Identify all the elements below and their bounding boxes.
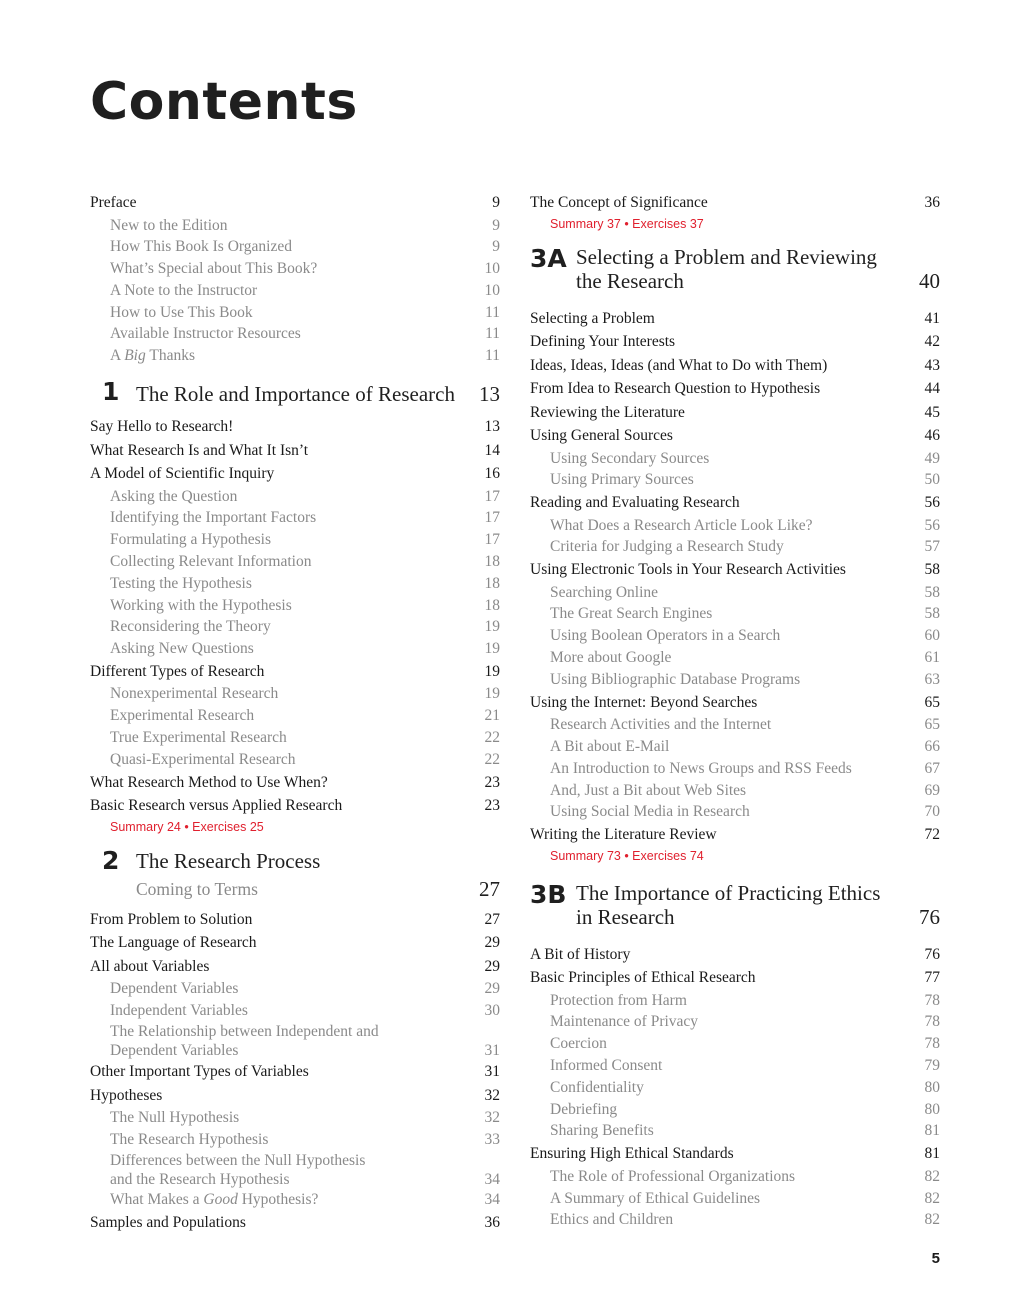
entry-title: Criteria for Judging a Research Study <box>550 538 784 556</box>
entry-page: 60 <box>924 627 940 645</box>
entry-page: 77 <box>924 969 940 987</box>
entry-title: What Research Method to Use When? <box>90 773 328 791</box>
toc-subentry[interactable] <box>530 736 940 758</box>
entry-title: And, Just a Bit about Web Sites <box>550 781 747 799</box>
entry-title: Ensuring High Ethical Standards <box>530 1145 734 1163</box>
chapter-1-entries <box>90 415 500 818</box>
entry-page: 56 <box>924 494 940 512</box>
entry-title: Reconsidering the Theory <box>110 618 271 636</box>
entry-page: 32 <box>484 1109 500 1127</box>
chapter-title-line1: The Importance of Practicing Ethics <box>576 880 881 905</box>
entry-title: Nonexperimental Research <box>110 685 279 703</box>
entry-title: Ethics and Children <box>550 1211 674 1229</box>
chapter-page: 13 <box>479 382 500 407</box>
entry-page: 65 <box>924 693 940 711</box>
entry-title: The Role of Professional Organizations <box>550 1167 796 1185</box>
entry-page: 65 <box>924 716 940 734</box>
entry-title: Preface <box>90 194 137 211</box>
toc-subentry[interactable] <box>530 1120 940 1142</box>
entry-title: Maintenance of Privacy <box>550 1013 699 1031</box>
entry-page: 10 <box>484 260 500 278</box>
entry-page: 78 <box>924 1035 940 1053</box>
toc-subentry[interactable] <box>530 758 940 780</box>
chapter-number: 1 <box>102 377 120 407</box>
entry-title: Testing the Hypothesis <box>110 574 252 592</box>
toc-entry[interactable] <box>90 415 500 439</box>
entry-title: Debriefing <box>550 1100 618 1118</box>
entry-page: 69 <box>924 781 940 799</box>
toc-subentry[interactable] <box>530 1209 940 1231</box>
entry-page: 33 <box>484 1131 500 1149</box>
toc-subentry[interactable] <box>530 1099 940 1121</box>
chapter-1-heading[interactable] <box>90 377 500 411</box>
toc-subentry[interactable] <box>530 1011 940 1033</box>
entry-page: 16 <box>484 465 500 483</box>
entry-page: 46 <box>924 427 940 444</box>
entry-title: A Bit about E-Mail <box>550 737 670 755</box>
toc-entry[interactable] <box>530 354 940 378</box>
entry-page: 58 <box>924 561 940 579</box>
chapter-3a-summary[interactable]: Summary 73 • Exercises 74 <box>550 848 704 863</box>
entry-title: Using Secondary Sources <box>550 449 710 467</box>
toc-entry[interactable] <box>90 1084 500 1108</box>
entry-title: Working with the Hypothesis <box>110 596 292 614</box>
chapter-number: 3B <box>530 879 567 909</box>
entry-title: Formulating a Hypothesis <box>110 531 272 549</box>
toc-entry[interactable] <box>530 330 940 354</box>
page-number: 5 <box>931 1250 940 1267</box>
toc-subentry[interactable] <box>90 595 500 617</box>
toc-entry[interactable] <box>530 377 940 401</box>
entry-title: A Note to the Instructor <box>110 281 258 299</box>
entry-page: 82 <box>924 1189 940 1207</box>
toc-entry[interactable] <box>530 401 940 425</box>
toc-subentry[interactable] <box>530 647 940 669</box>
entry-page: 29 <box>484 980 500 998</box>
toc-subentry[interactable] <box>90 705 500 727</box>
chapter-page: 40 <box>919 268 940 293</box>
entry-page: 80 <box>924 1078 940 1096</box>
toc-subentry[interactable] <box>530 469 940 491</box>
entry-title: Hypotheses <box>90 1086 163 1104</box>
toc-entry[interactable] <box>530 491 940 515</box>
toc-subentry[interactable] <box>530 990 940 1012</box>
entry-title: Asking New Questions <box>110 640 254 658</box>
toc-entry[interactable] <box>530 691 940 715</box>
entry-title: Searching Online <box>550 583 659 601</box>
entry-title: More about Google <box>550 649 672 667</box>
entry-page: 49 <box>924 449 940 467</box>
toc-entry[interactable] <box>90 660 500 684</box>
toc-subentry[interactable] <box>90 236 500 258</box>
entry-title: Basic Principles of Ethical Research <box>530 969 756 987</box>
entry-title: All about Variables <box>90 957 210 975</box>
entry-page: 31 <box>484 1063 500 1081</box>
entry-title: Using Electronic Tools in Your Research Activities <box>530 561 846 579</box>
entry-page: 14 <box>484 441 500 459</box>
toc-entry[interactable] <box>530 307 940 331</box>
entry-page: 67 <box>924 759 940 777</box>
toc-entry[interactable] <box>530 1142 940 1166</box>
entry-page: 63 <box>924 670 940 688</box>
entry-page: 79 <box>924 1057 940 1075</box>
toc-subentry[interactable] <box>90 1107 500 1129</box>
entry-page: 19 <box>484 685 500 703</box>
toc-right-column <box>530 191 940 1231</box>
entry-page: 43 <box>924 356 940 374</box>
toc-entry[interactable] <box>90 908 500 932</box>
entry-title: Using Primary Sources <box>550 471 694 489</box>
toc-subentry[interactable] <box>530 582 940 604</box>
entry-title: Collecting Relevant Information <box>110 552 312 570</box>
entry-title: Protection from Harm <box>550 991 687 1009</box>
chapter-3a-heading[interactable] <box>530 245 940 305</box>
toc-subentry[interactable] <box>530 780 940 802</box>
toc-subentry[interactable] <box>530 1055 940 1077</box>
entry-page: 61 <box>924 649 940 667</box>
chapter-3b-entries <box>530 943 940 1231</box>
entry-title: The Relationship between Independent and Dependent Variables <box>110 1023 379 1060</box>
entry-title: Ideas, Ideas, Ideas (and What to Do with Them) <box>530 356 828 374</box>
entry-title: Using Boolean Operators in a Search <box>550 627 781 645</box>
entry-title: What Makes a Good Hypothesis? <box>110 1191 319 1209</box>
entry-page: 18 <box>484 552 500 570</box>
entry-page: 42 <box>924 333 940 350</box>
chapter-page: 76 <box>919 904 940 929</box>
entry-title: What’s Special about This Book? <box>110 260 318 278</box>
chapter-number: 3A <box>530 243 567 273</box>
entry-page: 78 <box>924 1013 940 1031</box>
toc-subentry[interactable] <box>90 302 500 324</box>
entry-page: 30 <box>484 1001 500 1019</box>
entry-title: Using General Sources <box>530 427 673 444</box>
toc-subentry[interactable] <box>530 448 940 470</box>
entry-title: The Research Hypothesis <box>110 1131 269 1149</box>
toc-entry[interactable] <box>530 966 940 990</box>
entry-page: 19 <box>484 640 500 658</box>
toc-subentry[interactable] <box>90 749 500 771</box>
toc-subentry[interactable] <box>90 323 500 345</box>
entry-page: 19 <box>484 618 500 636</box>
chapter-2-summary[interactable]: Summary 37 • Exercises 37 <box>550 216 704 231</box>
toc-subentry[interactable] <box>90 616 500 638</box>
toc-subentry[interactable] <box>90 727 500 749</box>
toc-subentry[interactable] <box>90 486 500 508</box>
toc-subentry[interactable] <box>90 529 500 551</box>
toc-entry[interactable] <box>90 931 500 955</box>
entry-title: Coercion <box>550 1035 607 1053</box>
entry-page: 11 <box>485 347 500 365</box>
toc-subentry[interactable] <box>530 515 940 537</box>
entry-page: 27 <box>484 910 500 928</box>
page-title: Contents <box>90 72 358 132</box>
entry-page: 70 <box>924 803 940 821</box>
entry-page: 81 <box>924 1145 940 1163</box>
entry-title: Reviewing the Literature <box>530 403 685 421</box>
entry-title: True Experimental Research <box>110 729 287 747</box>
toc-subentry[interactable] <box>90 1000 500 1022</box>
entry-page: 22 <box>484 750 500 768</box>
chapter-3b-heading[interactable] <box>530 881 940 941</box>
toc-subentry[interactable] <box>90 1129 500 1151</box>
entry-page: 82 <box>924 1167 940 1185</box>
entry-page: 17 <box>484 487 500 505</box>
toc-subentry[interactable] <box>530 1033 940 1055</box>
entry-title: An Introduction to News Groups and RSS Feeds <box>550 759 852 777</box>
entry-page: 76 <box>924 945 940 963</box>
entry-page: 50 <box>924 471 940 489</box>
entry-page: 17 <box>484 531 500 549</box>
toc-subentry[interactable] <box>90 215 500 237</box>
entry-title: Defining Your Interests <box>530 333 676 350</box>
entry-title: Other Important Types of Variables <box>90 1063 309 1081</box>
toc-subentry[interactable] <box>90 573 500 595</box>
entry-title: New to the Edition <box>110 216 228 234</box>
entry-page: 9 <box>492 238 500 256</box>
entry-page: 58 <box>924 583 940 601</box>
toc-subentry[interactable] <box>90 978 500 1000</box>
entry-title: From Problem to Solution <box>90 910 253 928</box>
entry-title: What Research Is and What It Isn’t <box>90 441 309 459</box>
toc-subentry[interactable] <box>530 625 940 647</box>
entry-title: Reading and Evaluating Research <box>530 494 740 512</box>
entry-title: Differences between the Null Hypothesis and the Research Hypothesis <box>110 1152 366 1189</box>
chapter-title-line2: the Research <box>576 268 684 293</box>
entry-page: 10 <box>484 281 500 299</box>
entry-title: Asking the Question <box>110 487 238 505</box>
entry-page: 72 <box>924 826 940 844</box>
toc-entry-good-hypothesis[interactable] <box>90 1189 500 1211</box>
entry-title: A Summary of Ethical Guidelines <box>550 1189 761 1207</box>
entry-title: Using Social Media in Research <box>550 803 750 821</box>
entry-title: The Language of Research <box>90 934 257 952</box>
entry-title: Available Instructor Resources <box>110 325 301 343</box>
toc-entry[interactable] <box>530 558 940 582</box>
entry-title: The Null Hypothesis <box>110 1109 240 1127</box>
entry-page: 11 <box>485 303 500 321</box>
toc-subentry[interactable] <box>90 551 500 573</box>
entry-title: Samples and Populations <box>90 1214 246 1232</box>
toc-entry[interactable] <box>530 943 940 967</box>
chapter-2-heading[interactable] <box>90 846 500 904</box>
toc-subentry[interactable] <box>90 683 500 705</box>
toc-left-column <box>90 191 500 1235</box>
chapter-2-entries-2 <box>90 1060 500 1151</box>
chapter-number: 2 <box>102 845 120 875</box>
toc-subentry[interactable] <box>530 1077 940 1099</box>
toc-entry-thanks[interactable] <box>90 345 500 367</box>
toc-entry[interactable] <box>90 439 500 463</box>
entry-title: Sharing Benefits <box>550 1122 654 1140</box>
entry-page: 57 <box>924 538 940 556</box>
entry-page: 41 <box>924 309 940 327</box>
entry-title: Independent Variables <box>110 1001 248 1019</box>
chapter-3a-entries <box>530 307 940 847</box>
entry-title: Quasi-Experimental Research <box>110 750 296 768</box>
entry-page: 19 <box>484 662 500 680</box>
entry-page: 21 <box>484 707 500 725</box>
entry-title: Selecting a Problem <box>530 309 655 327</box>
entry-page: 45 <box>924 403 940 421</box>
toc-entry[interactable] <box>90 955 500 979</box>
entry-title: A Big Thanks <box>110 347 195 365</box>
entry-page: 81 <box>924 1122 940 1140</box>
toc-entry-preface[interactable] <box>90 191 500 215</box>
chapter-title-line1: Selecting a Problem and Reviewing <box>576 244 877 269</box>
entry-title: Confidentiality <box>550 1078 644 1096</box>
toc-subentry[interactable] <box>530 536 940 558</box>
entry-page: 18 <box>484 574 500 592</box>
entry-page: 66 <box>924 737 940 755</box>
entry-title: A Bit of History <box>530 945 631 963</box>
entry-title: A Model of Scientific Inquiry <box>90 465 275 483</box>
toc-subentry[interactable] <box>530 801 940 823</box>
chapter-title: The Role and Importance of Research <box>136 382 455 407</box>
toc-entry[interactable] <box>530 823 940 847</box>
entry-title: The Great Search Engines <box>550 605 713 623</box>
entry-title: Basic Research versus Applied Research <box>90 797 343 815</box>
entry-title: How This Book Is Organized <box>110 238 292 256</box>
entry-page: 11 <box>485 325 500 343</box>
entry-page: 56 <box>924 516 940 534</box>
entry-page: 36 <box>484 1214 500 1232</box>
toc-subentry[interactable] <box>90 280 500 302</box>
toc-subentry[interactable] <box>90 258 500 280</box>
chapter-title: The Research Process <box>136 848 321 873</box>
entry-page: 9 <box>492 194 500 211</box>
toc-subentry[interactable] <box>530 714 940 736</box>
entry-page: 44 <box>924 380 940 397</box>
chapter-1-summary[interactable]: Summary 24 • Exercises 25 <box>110 819 264 834</box>
entry-page: 34 <box>484 1191 500 1209</box>
toc-entry[interactable] <box>530 424 940 448</box>
entry-page: 22 <box>484 729 500 747</box>
toc-entry-relationship[interactable] <box>90 1022 500 1061</box>
entry-page: 29 <box>484 934 500 952</box>
entry-title: From Idea to Research Question to Hypothesis <box>530 380 821 397</box>
entry-page: 29 <box>484 957 500 975</box>
entry-title: What Does a Research Article Look Like? <box>550 516 813 534</box>
entry-page: 34 <box>484 1171 500 1189</box>
entry-title: Say Hello to Research! <box>90 418 234 436</box>
toc-subentry[interactable] <box>90 638 500 660</box>
entry-page: 31 <box>484 1042 500 1060</box>
entry-page: 23 <box>484 773 500 791</box>
toc-entry-samples[interactable] <box>90 1211 500 1235</box>
preface-subentries <box>90 215 500 346</box>
entry-title: Experimental Research <box>110 707 255 725</box>
toc-subentry[interactable] <box>530 669 940 691</box>
entry-title: Using Bibliographic Database Programs <box>550 670 801 688</box>
toc-entry[interactable] <box>90 771 500 795</box>
entry-title: Different Types of Research <box>90 662 265 680</box>
entry-page: 23 <box>484 797 500 815</box>
entry-page: 58 <box>924 605 940 623</box>
entry-page: 32 <box>484 1086 500 1104</box>
entry-title: Identifying the Important Factors <box>110 509 317 527</box>
toc-entry-significance[interactable] <box>530 191 940 215</box>
toc-entry[interactable] <box>90 462 500 486</box>
entry-title: How to Use This Book <box>110 303 253 321</box>
entry-title: Writing the Literature Review <box>530 826 717 844</box>
entry-page: 82 <box>924 1211 940 1229</box>
toc-subentry[interactable] <box>530 1188 940 1210</box>
entry-title: Informed Consent <box>550 1057 663 1075</box>
entry-page: 36 <box>924 194 940 211</box>
entry-page: 9 <box>492 216 500 234</box>
entry-title: Research Activities and the Internet <box>550 716 772 734</box>
entry-title: Dependent Variables <box>110 980 239 998</box>
entry-title: Using the Internet: Beyond Searches <box>530 693 758 711</box>
entry-title: The Concept of Significance <box>530 194 708 211</box>
entry-page: 18 <box>484 596 500 614</box>
chapter-page: 27 <box>479 876 500 901</box>
entry-page: 13 <box>484 418 500 436</box>
toc-subentry[interactable] <box>90 507 500 529</box>
chapter-2-entries <box>90 908 500 1022</box>
chapter-subtitle: Coming to Terms <box>136 878 258 899</box>
toc-subentry[interactable] <box>530 603 940 625</box>
entry-page: 78 <box>924 991 940 1009</box>
toc-entry[interactable] <box>90 1060 500 1084</box>
entry-page: 17 <box>484 509 500 527</box>
toc-entry-differences[interactable] <box>90 1151 500 1190</box>
entry-page: 80 <box>924 1100 940 1118</box>
toc-entry[interactable] <box>90 794 500 818</box>
toc-subentry[interactable] <box>530 1166 940 1188</box>
chapter-title-line2: in Research <box>576 904 675 929</box>
